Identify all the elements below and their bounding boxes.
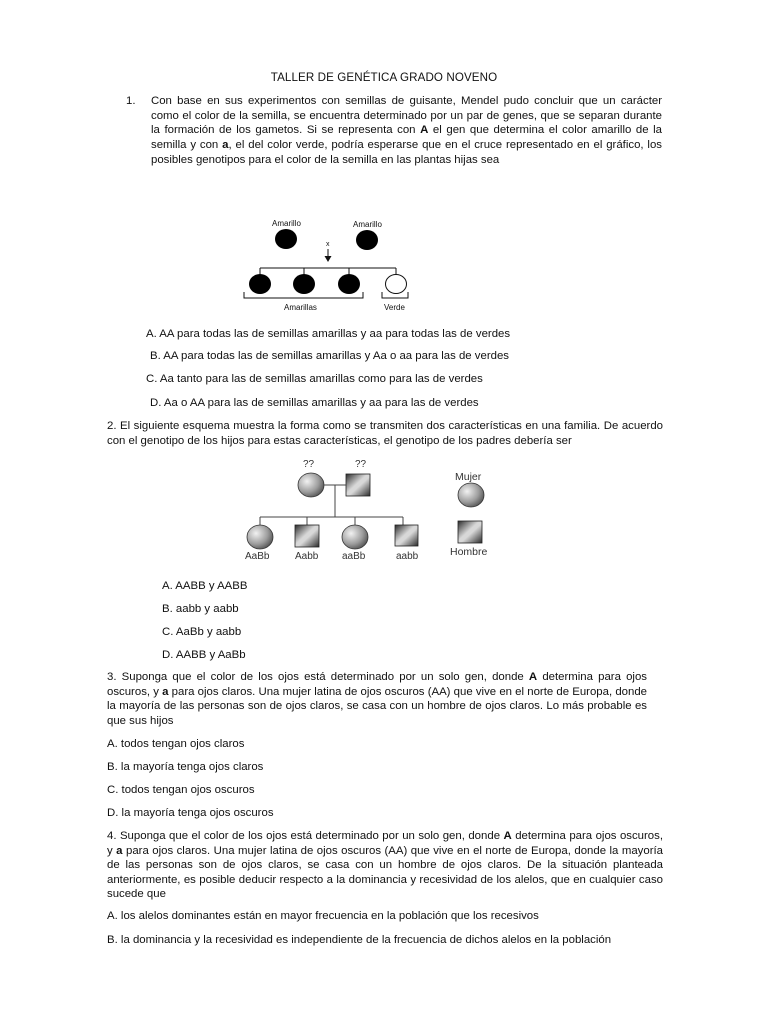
child-male-square (395, 525, 418, 546)
q3-option-b: B. la mayoría tenga ojos claros (107, 761, 264, 773)
question-text: Con base en sus experimentos con semillas de guisante, Mendel pudo concluir que un carácter como el color de la semilla, se encuentra determinado por un par de genes, que se separan durante la formación de los gametos. Si se representa con A el gen que determina el color amarillo de la semilla y con a, el del color verde, podría esperarse que en el cruce representado en el gráfico, los posibles genotipos para el color de la semilla en las plantas hijas sea (151, 95, 662, 166)
legend-female-label: Mujer (455, 471, 482, 483)
q4-option-a: A. los alelos dominantes están en mayor frecuencia en la población que los recesivos (107, 910, 539, 922)
legend-male-label: Hombre (450, 546, 488, 558)
parent-female-label: ?? (303, 459, 315, 470)
child-genotype-label: Aabb (295, 551, 319, 562)
mother-circle (298, 473, 324, 497)
parent-left-label: Amarillo (272, 219, 301, 228)
q2-option-d: D. AABB y AaBb (162, 649, 246, 661)
q1-option-a: A. AA para todas las de semillas amarillas y aa para todas las de verdes (146, 328, 511, 340)
q2-option-b: B. aabb y aabb (162, 603, 239, 615)
page-title: TALLER DE GENÉTICA GRADO NOVENO (270, 71, 498, 84)
child-genotype-label: aabb (396, 551, 419, 562)
q2-option-c: C. AaBb y aabb (162, 626, 242, 638)
mendel-cross-diagram (230, 212, 430, 316)
q1-option-c: C. Aa tanto para las de semillas amarillas como para las de verdes (146, 373, 483, 385)
child-female-circle (342, 525, 368, 549)
child-yellow-seed (249, 274, 271, 294)
question-1 (126, 94, 662, 168)
cross-symbol: x (326, 241, 330, 248)
father-square (346, 474, 370, 496)
q3-option-c: C. todos tengan ojos oscuros (107, 784, 255, 796)
question-3-text: 3. Suponga que el color de los ojos está determinado por un solo gen, donde A determina para ojos oscuros, y a para ojos claros. Una mujer latina de ojos oscuros (AA) que vive en el norte de Europa, donde la mayoría de las personas son de ojos claros, se casa con un hombre de ojos claros. Lo más probable es que sus hijos (107, 671, 648, 727)
q3-option-d: D. la mayoría tenga ojos oscuros (107, 807, 274, 819)
parent-yellow-seed (356, 230, 378, 250)
child-yellow-seed (293, 274, 315, 294)
question-2-text: 2. El siguiente esquema muestra la forma como se transmiten dos características en una familia. De acuerdo con el genotipo de los hijos para estas características, el genotipo de los padres debería ser (107, 420, 663, 447)
parent-right-label: Amarillo (353, 220, 382, 229)
q1-option-d: D. Aa o AA para las de semillas amarillas y aa para las de verdes (150, 397, 479, 409)
question-number: 1. (126, 95, 136, 107)
child-genotype-label: aaBb (342, 551, 366, 562)
q4-option-b: B. la dominancia y la recesividad es independiente de la frecuencia de dichos alelos en la población (107, 934, 612, 946)
question-4-text: 4. Suponga que el color de los ojos está determinado por un solo gen, donde A determina para ojos oscuros, y a para ojos claros. Una mujer latina de ojos oscuros (AA) que vive en el norte de Europa, donde la mayoría de las personas son de ojos claros, se casa con un hombre de ojos claros. De la situación planteada anteriormente, es posible deducir respecto a la dominancia y recesividad de los alelos, que en cualquier caso sucede que (107, 830, 663, 901)
child-female-circle (247, 525, 273, 549)
green-group-label: Verde (384, 303, 405, 312)
legend-female-circle (458, 483, 484, 507)
parent-yellow-seed (275, 229, 297, 249)
child-genotype-label: AaBb (245, 551, 270, 562)
pedigree-diagram (240, 457, 500, 569)
legend-male-square (458, 521, 482, 543)
yellow-group-label: Amarillas (284, 303, 317, 312)
child-male-square (295, 525, 319, 547)
q3-option-a: A. todos tengan ojos claros (107, 738, 245, 750)
child-yellow-seed (338, 274, 360, 294)
q2-option-a: A. AABB y AABB (162, 580, 248, 592)
parent-male-label: ?? (355, 459, 367, 470)
cross-arrow-head (325, 256, 332, 262)
child-green-seed (386, 275, 407, 294)
q1-option-b: B. AA para todas las de semillas amarillas y Aa o aa para las de verdes (150, 350, 509, 362)
